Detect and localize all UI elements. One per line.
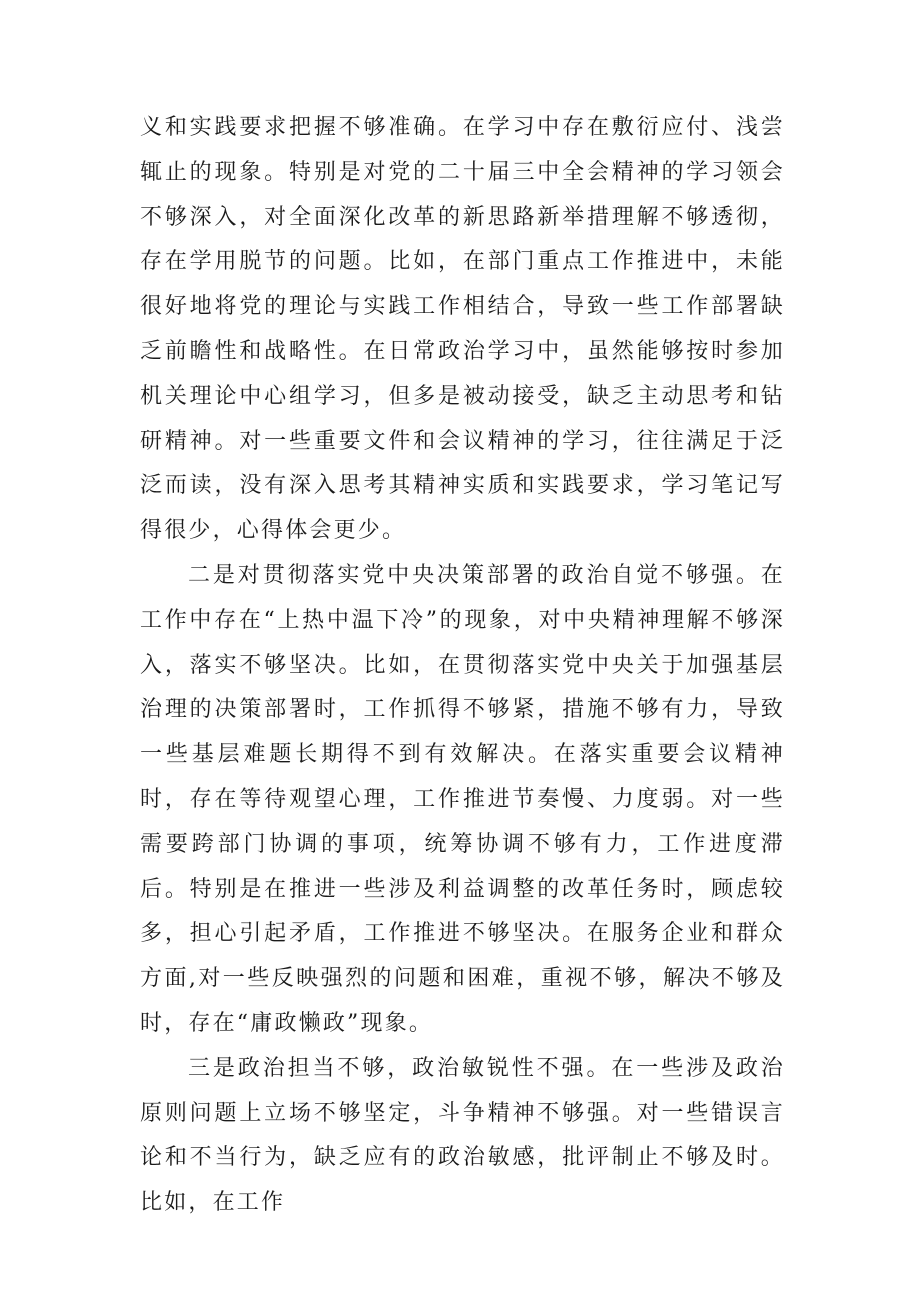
document-body (140, 106, 785, 1226)
paragraph-point-two: 二是对贯彻落实党中央决策部署的政治自觉不够强。在工作中存在“上热中温下冷”的现象，对中央精神理解不够深入，落实不够坚决。比如，在贯彻落实党中央关于加强基层治理的决策部署时，工作抓得不够紧，措施不够有力，导致一些基层难题长期得不到有效解决。在落实重要会议精神时，存在等待观望心理，工作推进节奏慢、力度弱。对一些需要跨部门协调的事项，统筹协调不够有力，工作进度滞后。特别是在推进一些涉及利益调整的改革任务时，顾虑较多，担心引起矛盾，工作推进不够坚决。在服务企业和群众方面,对一些反映强烈的问题和困难，重视不够，解决不够及时，存在“庸政懒政”现象。 (140, 562, 785, 1036)
paragraph-continuation: 义和实践要求把握不够准确。在学习中存在敷衍应付、浅尝辄止的现象。特别是对党的二十届三中全会精神的学习领会不够深入，对全面深化改革的新思路新举措理解不够透彻，存在学用脱节的问题。比如，在部门重点工作推进中，未能很好地将党的理论与实践工作相结合，导致一些工作部署缺乏前瞻性和战略性。在日常政治学习中，虽然能够按时参加机关理论中心组学习，但多是被动接受，缺乏主动思考和钻研精神。对一些重要文件和会议精神的学习，往往满足于泛泛而读，没有深入思考其精神实质和实践要求，学习笔记写得很少，心得体会更少。 (140, 115, 785, 544)
paragraph-point-three: 三是政治担当不够，政治敏锐性不强。在一些涉及政治原则问题上立场不够坚定，斗争精神不够强。对一些错误言论和不当行为，缺乏应有的政治敏感，批评制止不够及时。比如，在工作 (140, 1055, 785, 1216)
